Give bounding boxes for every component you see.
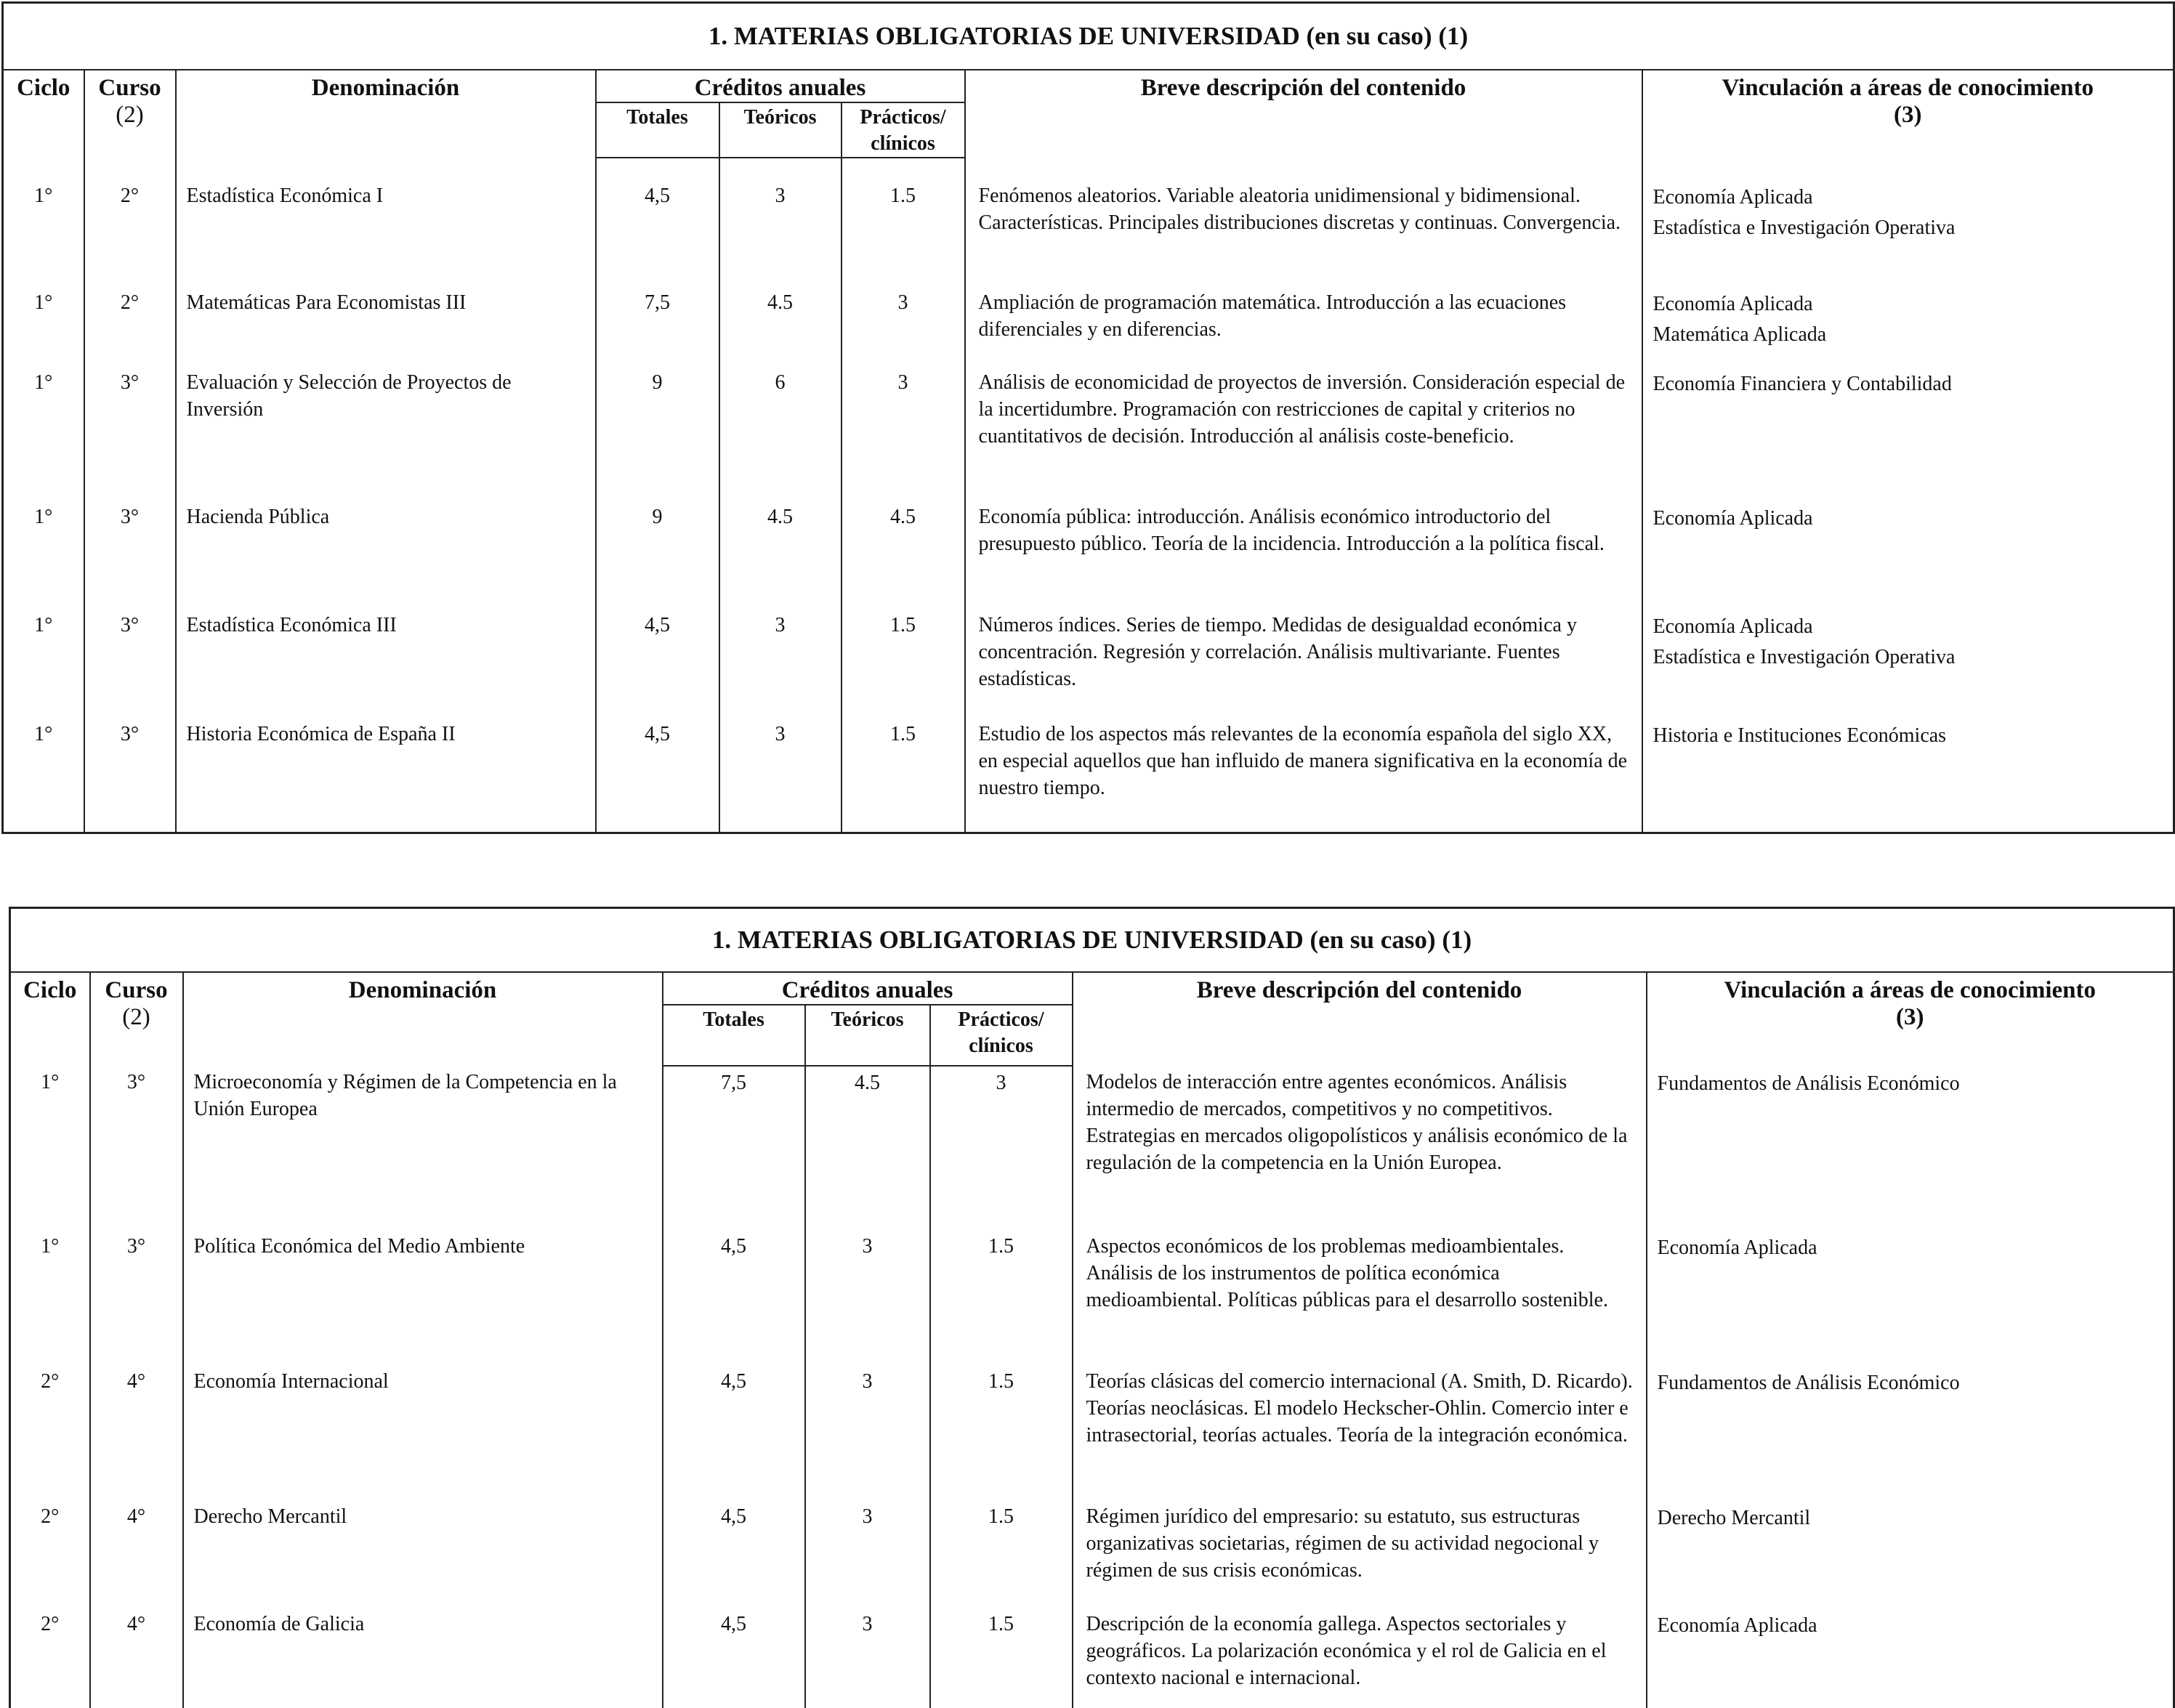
cell-teoricos: 3 (719, 603, 842, 712)
table-row (10, 1494, 2174, 1602)
subjects-table-2 (9, 907, 2175, 1708)
table-row (3, 603, 2174, 712)
cell-totales: 9 (596, 495, 719, 603)
cell-curso: 4° (90, 1494, 183, 1602)
cell-curso: 2° (84, 280, 176, 360)
cell-teoricos: 3 (805, 1602, 930, 1708)
cell-denominacion: Historia Económica de España II (176, 712, 596, 833)
cell-areas (1647, 1494, 2174, 1602)
cell-totales: 4,5 (663, 1359, 805, 1494)
cell-ciclo: 2° (10, 1494, 90, 1602)
cell-descripcion: Modelos de interacción entre agentes económicos. Análisis intermedio de mercados, competitivos y no competitivos. Estrategias en mercados oligopolísticos y análisis económico de la regulación de la competencia en la Unión Europea. (1073, 1066, 1647, 1224)
cell-denominacion: Estadística Económica I (176, 174, 596, 280)
cell-areas (1647, 1602, 2174, 1708)
cell-descripcion: Análisis de economicidad de proyectos de inversión. Consideración especial de la incertidumbre. Programación con restricciones de capital y criterios no cuantitativos de decisión. Introducción al análisis coste-beneficio. (965, 360, 1642, 495)
area-item: Estadística e Investigación Operativa (1653, 216, 1956, 239)
cell-practicos: 3 (842, 360, 965, 495)
cell-curso: 4° (90, 1359, 183, 1494)
cell-teoricos: 4.5 (719, 495, 842, 603)
cell-denominacion: Matemáticas Para Economistas III (176, 280, 596, 360)
header-descripcion: Breve descripción del contenido (965, 70, 1642, 158)
header-teoricos: Teóricos (719, 102, 842, 158)
cell-areas (1642, 495, 2174, 603)
cell-ciclo: 1° (10, 1224, 90, 1359)
cell-ciclo: 1° (3, 712, 84, 833)
cell-ciclo: 1° (3, 174, 84, 280)
cell-curso: 3° (84, 712, 176, 833)
cell-practicos: 1.5 (930, 1359, 1073, 1494)
cell-curso: 3° (90, 1224, 183, 1359)
table-row (3, 495, 2174, 603)
table-row (3, 174, 2174, 280)
header-curso (84, 70, 176, 158)
header-practicos: Prácticos/ clínicos (842, 102, 965, 158)
cell-ciclo: 1° (3, 360, 84, 495)
cell-practicos: 1.5 (842, 603, 965, 712)
header-vinculacion-label: Vinculación a áreas de conocimiento (1724, 976, 2096, 1003)
subjects-table-1 (1, 1, 2175, 834)
cell-teoricos: 3 (719, 712, 842, 833)
cell-practicos: 3 (930, 1066, 1073, 1224)
cell-denominacion: Economía Internacional (183, 1359, 663, 1494)
cell-totales: 4,5 (663, 1602, 805, 1708)
cell-descripcion: Aspectos económicos de los problemas medioambientales. Análisis de los instrumentos de política económica medioambiental. Políticas públicas para el desarrollo sostenible. (1073, 1224, 1647, 1359)
cell-teoricos: 4.5 (719, 280, 842, 360)
cell-areas (1642, 603, 2174, 712)
area-item: Estadística e Investigación Operativa (1653, 645, 1956, 668)
cell-denominacion: Política Económica del Medio Ambiente (183, 1224, 663, 1359)
table-title: 1. MATERIAS OBLIGATORIAS DE UNIVERSIDAD (en su caso) (1) (3, 3, 2174, 70)
table-row (3, 360, 2174, 495)
cell-ciclo: 1° (3, 603, 84, 712)
cell-curso: 3° (84, 495, 176, 603)
cell-practicos: 1.5 (930, 1224, 1073, 1359)
cell-descripcion: Descripción de la economía gallega. Aspectos sectoriales y geográficos. La polarización económica y el rol de Galicia en el contexto nacional e internacional. (1073, 1602, 1647, 1708)
cell-descripcion: Régimen jurídico del empresario: su estatuto, sus estructuras organizativas societarias, régimen de su actividad negocional y régimen de sus crisis económicas. (1073, 1494, 1647, 1602)
cell-areas (1642, 360, 2174, 495)
area-item: Matemática Aplicada (1653, 323, 1827, 346)
area-item: Historia e Instituciones Económicas (1653, 724, 1947, 747)
header-vinculacion-note: (3) (1894, 101, 1922, 128)
cell-practicos: 1.5 (930, 1602, 1073, 1708)
header-curso-label: Curso (98, 74, 161, 101)
header-denominacion: Denominación (183, 972, 663, 1066)
cell-ciclo: 1° (10, 1066, 90, 1224)
header-ciclo: Ciclo (10, 972, 90, 1066)
cell-denominacion: Economía de Galicia (183, 1602, 663, 1708)
cell-descripcion: Ampliación de programación matemática. Introducción a las ecuaciones diferenciales y en diferencias. (965, 280, 1642, 360)
cell-areas (1642, 712, 2174, 833)
cell-areas (1642, 280, 2174, 360)
cell-ciclo: 1° (3, 280, 84, 360)
area-item: Economía Aplicada (1657, 1236, 1817, 1259)
cell-descripcion: Teorías clásicas del comercio internacional (A. Smith, D. Ricardo). Teorías neoclásicas. El modelo Heckscher-Ohlin. Comercio inter e intrasectorial, teorías actuales. Teoría de la integración económica. (1073, 1359, 1647, 1494)
area-item: Derecho Mercantil (1657, 1506, 1811, 1529)
header-vinculacion-note: (3) (1896, 1003, 1924, 1030)
cell-denominacion: Microeconomía y Régimen de la Competencia en la Unión Europea (183, 1066, 663, 1224)
area-item: Economía Aplicada (1657, 1614, 1817, 1637)
cell-descripcion: Fenómenos aleatorios. Variable aleatoria unidimensional y bidimensional. Características. Principales distribuciones discretas y continuas. Convergencia. (965, 174, 1642, 280)
area-item: Economía Financiera y Contabilidad (1653, 372, 1952, 395)
cell-teoricos: 3 (805, 1359, 930, 1494)
cell-areas (1647, 1359, 2174, 1494)
cell-areas (1647, 1066, 2174, 1224)
header-curso-note: (2) (122, 1003, 150, 1030)
cell-ciclo: 1° (3, 495, 84, 603)
header-creditos: Créditos anuales (596, 70, 965, 102)
table-row (10, 1602, 2174, 1708)
header-denominacion: Denominación (176, 70, 596, 158)
table-title: 1. MATERIAS OBLIGATORIAS DE UNIVERSIDAD (en su caso) (1) (10, 908, 2174, 972)
cell-descripcion: Números índices. Series de tiempo. Medidas de desigualdad económica y concentración. Regresión y correlación. Análisis multivariante. Fuentes estadísticas. (965, 603, 1642, 712)
cell-curso: 4° (90, 1602, 183, 1708)
header-curso-note: (2) (116, 101, 144, 128)
header-vinculacion (1647, 972, 2174, 1066)
cell-practicos: 1.5 (930, 1494, 1073, 1602)
header-totales: Totales (596, 102, 719, 158)
table-row (10, 1224, 2174, 1359)
cell-descripcion: Economía pública: introducción. Análisis económico introductorio del presupuesto público. Teoría de la incidencia. Introducción a la política fiscal. (965, 495, 1642, 603)
area-item: Fundamentos de Análisis Económico (1657, 1371, 1960, 1394)
cell-ciclo: 2° (10, 1359, 90, 1494)
header-curso (90, 972, 183, 1066)
header-teoricos: Teóricos (805, 1005, 930, 1066)
table-row (10, 1066, 2174, 1224)
cell-curso: 3° (84, 360, 176, 495)
cell-practicos: 4.5 (842, 495, 965, 603)
cell-areas (1642, 174, 2174, 280)
cell-totales: 4,5 (596, 603, 719, 712)
cell-teoricos: 3 (805, 1494, 930, 1602)
cell-ciclo: 2° (10, 1602, 90, 1708)
cell-practicos: 1.5 (842, 174, 965, 280)
cell-descripcion: Estudio de los aspectos más relevantes de la economía española del siglo XX, en especial aquellos que han influido de manera significativa en la economía de nuestro tiempo. (965, 712, 1642, 833)
cell-curso: 2° (84, 174, 176, 280)
cell-curso: 3° (84, 603, 176, 712)
header-vinculacion-label: Vinculación a áreas de conocimiento (1722, 74, 2094, 101)
header-curso-label: Curso (105, 976, 168, 1003)
table-row (3, 280, 2174, 360)
cell-teoricos: 3 (719, 174, 842, 280)
header-vinculacion (1642, 70, 2174, 158)
cell-totales: 4,5 (663, 1224, 805, 1359)
cell-curso: 3° (90, 1066, 183, 1224)
cell-totales: 9 (596, 360, 719, 495)
header-creditos: Créditos anuales (663, 972, 1073, 1005)
cell-practicos: 1.5 (842, 712, 965, 833)
cell-teoricos: 3 (805, 1224, 930, 1359)
cell-totales: 4,5 (663, 1494, 805, 1602)
area-item: Economía Aplicada (1653, 506, 1813, 530)
header-totales: Totales (663, 1005, 805, 1066)
table-row (10, 1359, 2174, 1494)
cell-denominacion: Estadística Económica III (176, 603, 596, 712)
header-descripcion: Breve descripción del contenido (1073, 972, 1647, 1066)
cell-totales: 4,5 (596, 174, 719, 280)
cell-denominacion: Hacienda Pública (176, 495, 596, 603)
cell-totales: 7,5 (596, 280, 719, 360)
cell-teoricos: 6 (719, 360, 842, 495)
table-row (3, 712, 2174, 833)
area-item: Economía Aplicada (1653, 615, 1813, 638)
cell-practicos: 3 (842, 280, 965, 360)
area-item: Economía Aplicada (1653, 185, 1813, 209)
cell-denominacion: Evaluación y Selección de Proyectos de Inversión (176, 360, 596, 495)
cell-denominacion: Derecho Mercantil (183, 1494, 663, 1602)
cell-teoricos: 4.5 (805, 1066, 930, 1224)
cell-totales: 7,5 (663, 1066, 805, 1224)
cell-areas (1647, 1224, 2174, 1359)
area-item: Economía Aplicada (1653, 292, 1813, 315)
cell-totales: 4,5 (596, 712, 719, 833)
header-practicos: Prácticos/ clínicos (930, 1005, 1073, 1066)
header-ciclo: Ciclo (3, 70, 84, 158)
area-item: Fundamentos de Análisis Económico (1657, 1072, 1960, 1095)
